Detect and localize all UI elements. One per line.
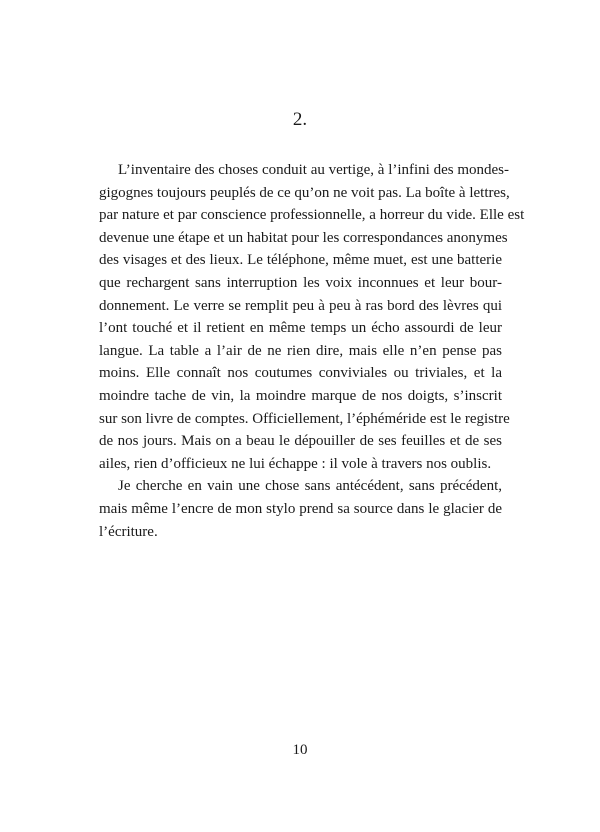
text-line: sur son livre de comptes. Officiellement, l’éphéméride est le registre <box>99 410 510 427</box>
paragraph-1 <box>99 159 525 475</box>
text-line: devenue une étape et un habitat pour les correspondances anonymes <box>99 229 508 246</box>
text-line: l’écriture. <box>99 523 158 540</box>
text-line: donnement. Le verre se remplit peu à peu à ras bord des lèvres qui <box>99 297 502 314</box>
paragraph-2 <box>99 475 502 543</box>
text-line: Je cherche en vain une chose sans antécédent, sans précédent, <box>118 478 502 495</box>
text-line: par nature et par conscience professionnelle, a horreur du vide. Elle est <box>99 207 525 224</box>
text-line: mais même l’encre de mon stylo prend sa source dans le glacier de <box>99 500 502 517</box>
text-line: gigognes toujours peuplés de ce qu’on ne voit pas. La boîte à lettres, <box>99 184 510 201</box>
page-number: 10 <box>292 742 308 758</box>
body-text <box>99 159 525 543</box>
chapter-number: 2. <box>292 109 308 130</box>
text-line: de nos jours. Mais on a beau le dépouiller de ses feuilles et de ses <box>99 433 502 450</box>
text-line: moindre tache de vin, la moindre marque de nos doigts, s’inscrit <box>99 387 502 404</box>
text-line: moins. Elle connaît nos coutumes conviviales ou triviales, et la <box>99 365 502 382</box>
text-line: des visages et des lieux. Le téléphone, même muet, est une batterie <box>99 252 502 269</box>
text-line: L’inventaire des choses conduit au vertige, à l’infini des mondes- <box>118 162 510 178</box>
text-line: ailes, rien d’officieux ne lui échappe : il vole à travers nos oublis. <box>99 455 492 472</box>
text-line: langue. La table a l’air de ne rien dire, mais elle n’en pense pas <box>99 342 502 359</box>
text-line: l’ont touché et il retient en même temps un écho assourdi de leur <box>99 320 502 337</box>
text-line: que rechargent sans interruption les voix inconnues et leur bour- <box>99 274 502 291</box>
